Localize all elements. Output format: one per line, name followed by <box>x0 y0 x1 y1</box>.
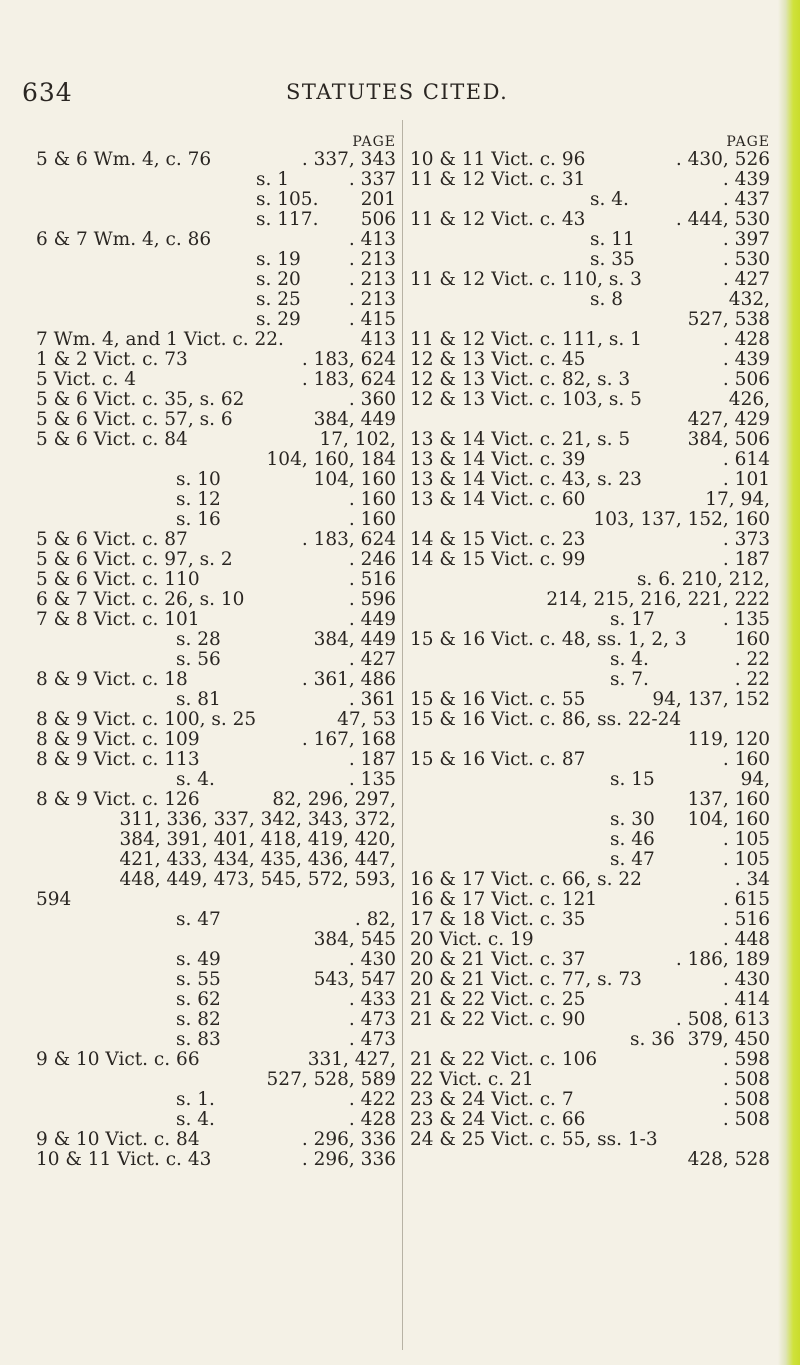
index-entry <box>36 430 396 450</box>
statute-reference: 23 & 24 Vict. c. 7 <box>410 1089 574 1110</box>
statute-reference: 5 & 6 Vict. c. 57, s. 6 <box>36 409 233 430</box>
statute-reference: 5 & 6 Vict. c. 84 <box>36 429 188 450</box>
index-entry <box>410 430 770 450</box>
index-entry <box>36 1130 396 1150</box>
page-references: . 135 <box>722 609 770 630</box>
statute-reference: s. 30 <box>610 809 655 830</box>
index-entry <box>36 790 396 810</box>
page-edge <box>778 0 800 1365</box>
index-entry <box>36 770 396 790</box>
index-entry <box>36 230 396 250</box>
page-references: 506 <box>360 209 396 230</box>
page-references: . 183, 624 <box>301 529 396 550</box>
left-page-label: PAGE <box>352 134 396 150</box>
page-references: . 135 <box>348 769 396 790</box>
page-references: . 516 <box>722 909 770 930</box>
statute-reference: 21 & 22 Vict. c. 25 <box>410 989 586 1010</box>
statute-reference: 17 & 18 Vict. c. 35 <box>410 909 586 930</box>
statute-reference: 11 & 12 Vict. c. 110, s. 3 <box>410 269 642 290</box>
page-references: . 105 <box>722 829 770 850</box>
page-references: . 439 <box>722 349 770 370</box>
page-references: . 213 <box>348 269 396 290</box>
index-entry <box>410 990 770 1010</box>
statute-reference: s. 4. <box>590 189 629 210</box>
statute-reference: s. 7. <box>610 669 649 690</box>
index-entry <box>410 190 770 210</box>
statute-reference: 5 & 6 Vict. c. 110 <box>36 569 200 590</box>
index-entry <box>36 550 396 570</box>
statute-reference: 13 & 14 Vict. c. 39 <box>410 449 586 470</box>
statute-reference: s. 56 <box>176 649 221 670</box>
statute-reference: s. 1 <box>256 169 290 190</box>
page-references: . 213 <box>348 249 396 270</box>
page-references: . 414 <box>722 989 770 1010</box>
page-references: . 598 <box>722 1049 770 1070</box>
statute-reference: s. 47 <box>610 849 655 870</box>
statute-reference: 10 & 11 Vict. c. 96 <box>410 149 586 170</box>
page-references: 448, 449, 473, 545, 572, 593, <box>119 869 396 890</box>
index-entry <box>410 350 770 370</box>
statute-reference: s. 11 <box>590 229 635 250</box>
statute-reference: s. 47 <box>176 909 221 930</box>
page-references: . 160 <box>348 489 396 510</box>
index-entry <box>410 530 770 550</box>
statute-reference: 15 & 16 Vict. c. 87 <box>410 749 586 770</box>
index-entry <box>36 950 396 970</box>
index-entry <box>410 730 770 750</box>
statute-reference: s. 15 <box>610 769 655 790</box>
index-entry <box>410 970 770 990</box>
statute-reference: 9 & 10 Vict. c. 66 <box>36 1049 200 1070</box>
page-references: . 361, 486 <box>301 669 396 690</box>
page-references: . 397 <box>722 229 770 250</box>
page-references: 17, 102, <box>319 429 396 450</box>
statute-reference: 1 & 2 Vict. c. 73 <box>36 349 188 370</box>
index-entry <box>36 1010 396 1030</box>
statute-reference: s. 12 <box>176 489 221 510</box>
index-entry <box>410 1010 770 1030</box>
statute-reference: 24 & 25 Vict. c. 55, ss. 1-3 <box>410 1129 658 1150</box>
page-references: . 361 <box>348 689 396 710</box>
page-references: . 508 <box>722 1089 770 1110</box>
index-entry <box>36 330 396 350</box>
statute-reference: s. 62 <box>176 989 221 1010</box>
page-references: 527, 528, 589 <box>266 1069 396 1090</box>
statute-reference: s. 4. <box>176 1109 215 1130</box>
statute-reference: 13 & 14 Vict. c. 60 <box>410 489 586 510</box>
statute-reference: s. 4. <box>610 649 649 670</box>
index-entry <box>36 270 396 290</box>
index-entry <box>410 450 770 470</box>
page-references: 426, <box>728 389 770 410</box>
index-entry <box>410 590 770 610</box>
index-entry <box>410 170 770 190</box>
statute-reference: s. 117. <box>256 209 319 230</box>
index-entry <box>36 410 396 430</box>
statute-reference: 11 & 12 Vict. c. 31 <box>410 169 586 190</box>
index-entry <box>36 570 396 590</box>
index-entry <box>410 910 770 930</box>
index-entry <box>410 950 770 970</box>
statute-reference: s. 28 <box>176 629 221 650</box>
page-references: . 34 <box>734 869 770 890</box>
statute-reference: 21 & 22 Vict. c. 90 <box>410 1009 586 1030</box>
page-references: 384, 506 <box>687 429 770 450</box>
index-entry <box>410 830 770 850</box>
page-references: . 473 <box>348 1029 396 1050</box>
page-references: . 167, 168 <box>301 729 396 750</box>
statute-reference: s. 105. <box>256 189 319 210</box>
page-references: 527, 538 <box>687 309 770 330</box>
statute-reference: 15 & 16 Vict. c. 48, ss. 1, 2, 3 <box>410 629 687 650</box>
page-references: 379, 450 <box>687 1029 770 1050</box>
statute-reference: s. 49 <box>176 949 221 970</box>
statute-reference: s. 1. <box>176 1089 215 1110</box>
statute-reference: 8 & 9 Vict. c. 113 <box>36 749 200 770</box>
statute-reference: s. 83 <box>176 1029 221 1050</box>
page-references: . 439 <box>722 169 770 190</box>
index-entry <box>410 710 770 730</box>
page-references: . 615 <box>722 889 770 910</box>
index-entry <box>410 1090 770 1110</box>
index-entry <box>410 890 770 910</box>
index-entry <box>36 290 396 310</box>
page-references: . 506 <box>722 369 770 390</box>
index-entry <box>410 230 770 250</box>
index-entry <box>36 1070 396 1090</box>
left-column <box>36 130 396 1170</box>
statute-reference: 20 & 21 Vict. c. 77, s. 73 <box>410 969 642 990</box>
page-references: . 187 <box>722 549 770 570</box>
statute-reference: 7 & 8 Vict. c. 101 <box>36 609 200 630</box>
statute-reference: 594 <box>36 889 72 910</box>
page-references: . 101 <box>722 469 770 490</box>
statute-reference: 6 & 7 Vict. c. 26, s. 10 <box>36 589 245 610</box>
page-references: 384, 449 <box>313 629 396 650</box>
page-references: 160 <box>734 629 770 650</box>
page-references: 47, 53 <box>337 709 396 730</box>
index-entry <box>36 310 396 330</box>
statute-reference: 10 & 11 Vict. c. 43 <box>36 1149 212 1170</box>
page-references: 214, 215, 216, 221, 222 <box>546 589 770 610</box>
statute-reference: s. 17 <box>610 609 655 630</box>
statute-reference: 8 & 9 Vict. c. 109 <box>36 729 200 750</box>
index-entry <box>410 1110 770 1130</box>
statute-reference: 15 & 16 Vict. c. 55 <box>410 689 586 710</box>
statute-reference: 20 & 21 Vict. c. 37 <box>410 949 586 970</box>
page-references: 384, 449 <box>313 409 396 430</box>
index-entry <box>36 450 396 470</box>
page-references: . 433 <box>348 989 396 1010</box>
statute-reference: s. 16 <box>176 509 221 530</box>
index-entry <box>410 790 770 810</box>
index-entry <box>36 670 396 690</box>
right-column <box>410 130 770 1170</box>
page-references: . 413 <box>348 229 396 250</box>
page-references: 311, 336, 337, 342, 343, 372, <box>119 809 396 830</box>
index-entry <box>36 490 396 510</box>
page-references: . 22 <box>734 649 770 670</box>
index-entry <box>410 750 770 770</box>
index-entry <box>36 150 396 170</box>
index-entry <box>36 830 396 850</box>
index-entry <box>36 210 396 230</box>
page-references: . 449 <box>348 609 396 630</box>
page-references: . 422 <box>348 1089 396 1110</box>
index-entry <box>36 810 396 830</box>
index-entry <box>36 610 396 630</box>
page-references: 82, 296, 297, <box>272 789 396 810</box>
index-entry <box>410 1050 770 1070</box>
statute-reference: 15 & 16 Vict. c. 86, ss. 22-24 <box>410 709 682 730</box>
index-entry <box>36 1030 396 1050</box>
page-references: . 183, 624 <box>301 369 396 390</box>
page-references: . 213 <box>348 289 396 310</box>
page-references: . 430, 526 <box>675 149 770 170</box>
page-references: . 337 <box>348 169 396 190</box>
page-references: 104, 160 <box>687 809 770 830</box>
statute-reference: s. 55 <box>176 969 221 990</box>
index-entry <box>36 370 396 390</box>
index-entry <box>36 910 396 930</box>
page-references: 94, 137, 152 <box>652 689 770 710</box>
index-entry <box>410 870 770 890</box>
index-entry <box>36 250 396 270</box>
page-references: . 508 <box>722 1069 770 1090</box>
statute-reference: 5 & 6 Vict. c. 97, s. 2 <box>36 549 233 570</box>
index-entry <box>410 390 770 410</box>
statute-reference: 23 & 24 Vict. c. 66 <box>410 1109 586 1130</box>
statute-reference: s. 19 <box>256 249 301 270</box>
right-entries <box>410 150 770 1170</box>
page-references: . 186, 189 <box>675 949 770 970</box>
index-entry <box>410 1150 770 1170</box>
running-header <box>0 78 780 110</box>
index-entry <box>36 650 396 670</box>
page-references: 432, <box>728 289 770 310</box>
page-references: 331, 427, <box>307 1049 396 1070</box>
page-references: . 508, 613 <box>675 1009 770 1030</box>
index-entry <box>410 270 770 290</box>
statute-reference: s. 35 <box>590 249 635 270</box>
index-entry <box>36 530 396 550</box>
index-entry <box>410 250 770 270</box>
statute-reference: 14 & 15 Vict. c. 23 <box>410 529 586 550</box>
statute-reference: s. 25 <box>256 289 301 310</box>
page-references: . 337, 343 <box>301 149 396 170</box>
page-references: 201 <box>360 189 396 210</box>
index-entry <box>410 1070 770 1090</box>
page-references: 137, 160 <box>687 789 770 810</box>
index-entry <box>410 310 770 330</box>
page-references: . 246 <box>348 549 396 570</box>
page-references: . 428 <box>722 329 770 350</box>
index-entry <box>36 1090 396 1110</box>
statute-reference: s. 36 <box>630 1029 675 1050</box>
page-number: 634 <box>22 78 73 107</box>
index-entry <box>410 690 770 710</box>
page-references: . 105 <box>722 849 770 870</box>
statute-reference: 7 Wm. 4, and 1 Vict. c. 22. <box>36 329 284 350</box>
page-references: . 183, 624 <box>301 349 396 370</box>
page-references: 94, <box>740 769 770 790</box>
page-references: . 160 <box>348 509 396 530</box>
index-entry <box>410 210 770 230</box>
index-entry <box>36 350 396 370</box>
index-entry <box>36 1110 396 1130</box>
statute-reference: 13 & 14 Vict. c. 43, s. 23 <box>410 469 642 490</box>
statute-reference: 9 & 10 Vict. c. 84 <box>36 1129 200 1150</box>
statute-reference: 22 Vict. c. 21 <box>410 1069 534 1090</box>
page-references: s. 6. 210, 212, <box>636 569 770 590</box>
index-entry <box>36 710 396 730</box>
index-entry <box>410 810 770 830</box>
statute-reference: 11 & 12 Vict. c. 111, s. 1 <box>410 329 642 350</box>
statute-reference: 16 & 17 Vict. c. 66, s. 22 <box>410 869 642 890</box>
page-references: . 508 <box>722 1109 770 1130</box>
page-references: 119, 120 <box>687 729 770 750</box>
statute-reference: 6 & 7 Wm. 4, c. 86 <box>36 229 212 250</box>
page-references: . 596 <box>348 589 396 610</box>
left-entries <box>36 150 396 1170</box>
index-entry <box>410 630 770 650</box>
statute-reference: s. 82 <box>176 1009 221 1030</box>
index-entry <box>410 370 770 390</box>
page-references: . 530 <box>722 249 770 270</box>
index-entry <box>36 730 396 750</box>
index-entry <box>36 1150 396 1170</box>
running-title: STATUTES CITED. <box>286 80 509 104</box>
statute-reference: 8 & 9 Vict. c. 100, s. 25 <box>36 709 257 730</box>
page-references: 384, 545 <box>313 929 396 950</box>
statute-reference: s. 81 <box>176 689 221 710</box>
statute-reference: s. 4. <box>176 769 215 790</box>
index-entry <box>410 490 770 510</box>
index-entry <box>36 470 396 490</box>
index-entry <box>36 930 396 950</box>
statute-reference: s. 29 <box>256 309 301 330</box>
index-entry <box>410 850 770 870</box>
page-references: 384, 391, 401, 418, 419, 420, <box>119 829 396 850</box>
page-references: . 427 <box>348 649 396 670</box>
index-entry <box>410 510 770 530</box>
page-references: . 430 <box>722 969 770 990</box>
index-entry <box>410 1130 770 1150</box>
page-references: 104, 160 <box>313 469 396 490</box>
page-references: 543, 547 <box>313 969 396 990</box>
page-references: 427, 429 <box>687 409 770 430</box>
index-entry <box>410 330 770 350</box>
page-references: . 516 <box>348 569 396 590</box>
index-entry <box>410 770 770 790</box>
statute-reference: 20 Vict. c. 19 <box>410 929 534 950</box>
page-references: . 22 <box>734 669 770 690</box>
page-references: 428, 528 <box>687 1149 770 1170</box>
statute-reference: s. 46 <box>610 829 655 850</box>
index-entry <box>36 390 396 410</box>
statute-reference: 16 & 17 Vict. c. 121 <box>410 889 598 910</box>
statute-reference: 14 & 15 Vict. c. 99 <box>410 549 586 570</box>
page-references: . 296, 336 <box>301 1129 396 1150</box>
index-entry <box>36 1050 396 1070</box>
index-entry <box>410 570 770 590</box>
statute-reference: 12 & 13 Vict. c. 82, s. 3 <box>410 369 631 390</box>
index-entry <box>410 1030 770 1050</box>
page-references: . 415 <box>348 309 396 330</box>
statute-reference: 5 & 6 Vict. c. 35, s. 62 <box>36 389 245 410</box>
statute-reference: 5 & 6 Vict. c. 87 <box>36 529 188 550</box>
statute-reference: 21 & 22 Vict. c. 106 <box>410 1049 598 1070</box>
index-entry <box>410 670 770 690</box>
page-references: 17, 94, <box>705 489 770 510</box>
index-entry <box>410 410 770 430</box>
index-entry <box>410 610 770 630</box>
page-references: 104, 160, 184 <box>266 449 396 470</box>
index-entry <box>410 650 770 670</box>
page-references: . 448 <box>722 929 770 950</box>
page-references: . 187 <box>348 749 396 770</box>
statute-reference: 13 & 14 Vict. c. 21, s. 5 <box>410 429 631 450</box>
index-entry <box>36 870 396 890</box>
statute-reference: 11 & 12 Vict. c. 43 <box>410 209 586 230</box>
page-references: . 82, <box>354 909 396 930</box>
index-entry <box>410 930 770 950</box>
index-entry <box>36 630 396 650</box>
index-entry <box>36 850 396 870</box>
index-entry <box>36 750 396 770</box>
index-entry <box>36 190 396 210</box>
page-references: . 473 <box>348 1009 396 1030</box>
statute-reference: 5 & 6 Wm. 4, c. 76 <box>36 149 212 170</box>
page-references: 421, 433, 434, 435, 436, 447, <box>119 849 396 870</box>
page-references: 103, 137, 152, 160 <box>593 509 770 530</box>
statute-reference: 8 & 9 Vict. c. 126 <box>36 789 200 810</box>
column-divider <box>402 120 403 1350</box>
statute-reference: 8 & 9 Vict. c. 18 <box>36 669 188 690</box>
page-references: . 430 <box>348 949 396 970</box>
index-entry <box>410 150 770 170</box>
index-entry <box>410 290 770 310</box>
page-references: . 373 <box>722 529 770 550</box>
page-references: . 428 <box>348 1109 396 1130</box>
page-references: . 427 <box>722 269 770 290</box>
index-entry <box>36 170 396 190</box>
index-entry <box>36 890 396 910</box>
statute-reference: s. 10 <box>176 469 221 490</box>
index-entry <box>36 990 396 1010</box>
statute-reference: 12 & 13 Vict. c. 103, s. 5 <box>410 389 642 410</box>
page-references: . 444, 530 <box>675 209 770 230</box>
index-entry <box>410 470 770 490</box>
page-references: . 614 <box>722 449 770 470</box>
page-references: . 360 <box>348 389 396 410</box>
page-references: 413 <box>360 329 396 350</box>
index-entry <box>36 690 396 710</box>
statute-reference: s. 20 <box>256 269 301 290</box>
index-entry <box>36 590 396 610</box>
index-entry <box>36 970 396 990</box>
index-entry <box>36 510 396 530</box>
page-references: . 437 <box>722 189 770 210</box>
index-entry <box>410 550 770 570</box>
page-references: . 296, 336 <box>301 1149 396 1170</box>
page-references: . 160 <box>722 749 770 770</box>
right-page-label: PAGE <box>726 134 770 150</box>
statute-reference: 12 & 13 Vict. c. 45 <box>410 349 586 370</box>
statute-reference: s. 8 <box>590 289 624 310</box>
statute-reference: 5 Vict. c. 4 <box>36 369 137 390</box>
